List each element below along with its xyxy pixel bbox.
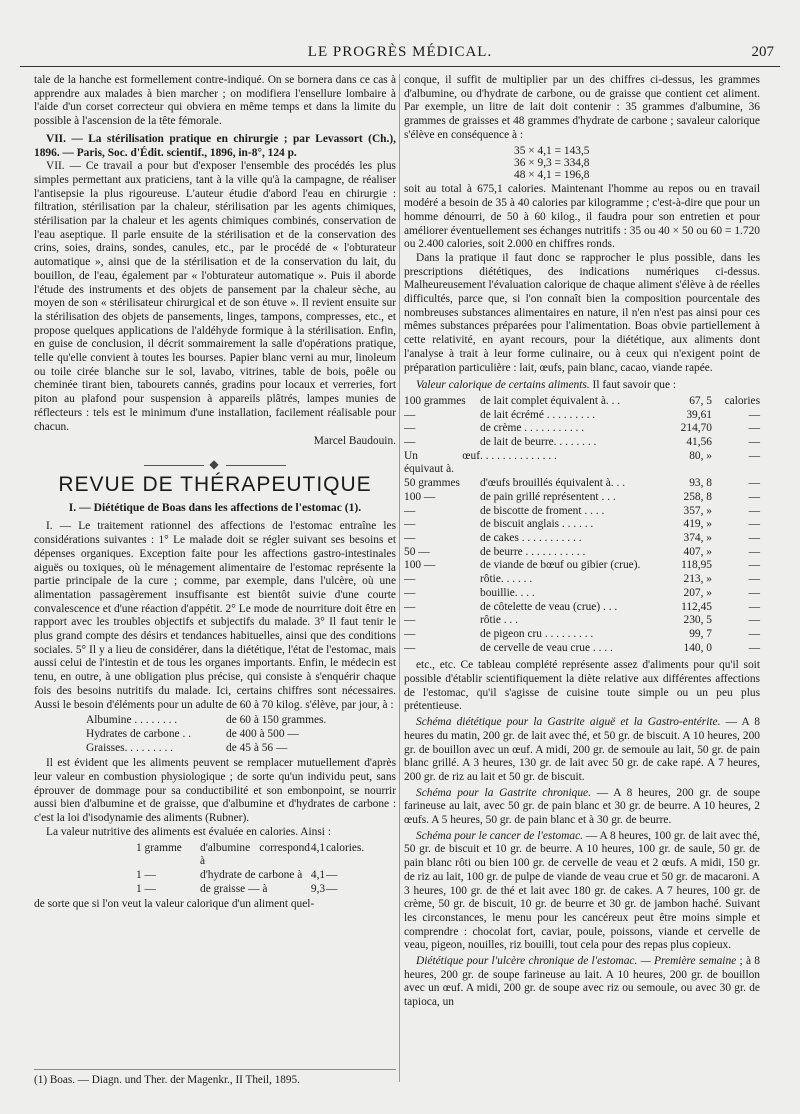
unit-cell: —	[748, 422, 760, 435]
food-cell: de pigeon cru . . . . . . . . .	[480, 627, 594, 640]
paragraph: de sorte que si l'on veut la valeur calorique d'un aliment quel-	[34, 898, 315, 911]
quantity-cell: —	[404, 573, 416, 586]
unit-cell: —	[748, 504, 760, 517]
table-row	[404, 628, 760, 642]
list-item: Albumine . . . . . . . . de 60 à 150 grammes.	[86, 714, 327, 727]
food-cell: de côtelette de veau (crue) . . .	[480, 600, 618, 613]
table-row	[404, 546, 760, 560]
value-cell: 67, 5	[689, 394, 712, 407]
quantity-cell: —	[404, 600, 416, 613]
quantity-cell: 100 —	[404, 559, 436, 572]
equation: 36 × 9,3 = 334,8	[514, 156, 590, 169]
quantity-cell: —	[404, 518, 416, 531]
unit-cell: —	[748, 436, 760, 449]
value-cell: 407, »	[683, 545, 712, 558]
list-item: 1 — de graisse — à 9,3 —	[136, 882, 338, 895]
quantity-cell: —	[404, 627, 416, 640]
diet-schema-cancer: Schéma pour le cancer de l'estomac. — A 8 heures, 100 gr. de lait avec thé, 50 gr. de biscuit et 10 gr. de beurre. A 10 heures, 100 gr. de saule, 50 gr. de pain blanc rôti ou bien 100 gr. de cervelle de veau et 2 œufs. A midi, 150 gr. de riz au lait, 100 gr. de pulpe de viande de veau crue et 50 gr. de macaroni. A 3 heures, 100 gr. de thé et lait avec 180 gr. de cakes. A 7 heures, 100 gr. de crème, 50 gr. de biscuit, 10 gr. de beurre et 30 gr. de jambon haché. Suivant les circonstances, le menu pour les cancéreux peut être moins simple et comprendre : chocolat fort, caviar, poule, poissons, viande et cervelle de veau, pigeon, nouilles, riz bouilli, tout cela pour des repas plus copieux.	[404, 829, 760, 952]
unit-cell: —	[748, 573, 760, 586]
section-title: REVUE DE THÉRAPEUTIQUE	[58, 472, 372, 496]
paragraph: etc., etc. Ce tableau complété représente assez d'aliments pour qu'il soit possible d'établir scientifiquement la diète relative aux différentes affections de l'estomac, qu'il s'agisse de cuisine toute simple ou un peu plus prétentieuse.	[404, 659, 760, 713]
food-cell: rôtie. . . . . .	[480, 573, 533, 586]
value-cell: 374, »	[683, 531, 712, 544]
quantity-cell: 100 —	[404, 490, 436, 503]
unit-cell: —	[748, 627, 760, 640]
unit-cell: —	[748, 408, 760, 421]
value-cell: 112,45	[681, 600, 712, 613]
unit-cell: —	[748, 449, 760, 462]
paragraph: conque, il suffit de multiplier par un des chiffres ci-dessus, les grammes d'albumine, ou d'hydrate de carbone, ou de graisse que contient cet aliment. Par exemple, un litre de lait doit contenir : 35 grammes d'albumine, 36 grammes de graisses et 48 grammes d'hydrate de carbone ; savaleur calorique s'élève en conséquence à :	[404, 74, 760, 141]
quantity-cell: Un œuf équivaut à.	[404, 449, 480, 476]
calorie-calculation	[514, 145, 760, 182]
unit-cell: calories	[724, 394, 760, 407]
paragraph: La valeur nutritive des aliments est évaluée en calories. Ainsi :	[46, 825, 331, 838]
quantity-cell: —	[404, 422, 416, 435]
value-cell: 80, »	[689, 449, 712, 462]
section-ornament: ◆	[34, 458, 396, 472]
unit-cell: —	[748, 559, 760, 572]
food-cell: de biscuit anglais . . . . . .	[480, 518, 594, 531]
article-subheading: I. — Diététique de Boas dans les affections de l'estomac (1).	[68, 501, 362, 515]
running-head	[20, 42, 780, 67]
value-cell: 39,61	[686, 408, 712, 421]
table-row	[404, 532, 760, 546]
paragraph: tale de la hanche est formellement contre-indiqué. On se bornera dans ce cas à apprendre aux malades à bien marcher ; on modifiera l'ensellure lombaire à l'aide d'un corset correcteur qui obviera en même temps et dans la limite du possible à l'ascension de la tête fémorale.	[34, 74, 396, 128]
table-row	[404, 601, 760, 615]
unit-cell: —	[748, 477, 760, 490]
table-row	[404, 491, 760, 505]
paragraph: soit au total à 675,1 calories. Maintenant l'homme au repos ou en travail modéré a besoin de 35 à 40 calories par kilogramme ; c'est-à-dire que pour un homme dénourri, de 50 à 60 kilog., il faudra pour son entretien et pour améliorer éventuellement ses échanges nutritifs : 35 ou 40 × 50 ou 60 = 1.720 ou 2.400 calories, soit 2.000 en chiffres ronds.	[404, 183, 760, 251]
quantity-cell: —	[404, 436, 416, 449]
unit-cell: —	[748, 600, 760, 613]
paragraph: VII. — Ce travail a pour but d'exposer l'ensemble des procédés les plus simples permettant aux praticiens, tant à la ville qu'à la campagne, de réaliser l'antisepsie la plus rigoureuse. L'auteur étudie d'abord l'eau en chirurgie : filtration, stérilisation par la chaleur, stérilisation par les agents chimiques, stérilisation par la chaleur et les agents chimiques combinés, conservation de l'eau aseptique. Il parle ensuite de la stérilisation et de la conservation des crins, soies, drains, sondes, canules, etc., par le procédé de « l'obturateur automatique », ainsi que de la stérilisation et de la conservation du lait, du bouillon, de l'eau, également par « l'obturateur automatique ». Puis il aborde l'étude des instruments et des objets de pansement par la chaleur sèche, au moyen de son « stérilisateur chirurgical et de son étuve ». Il revient ensuite sur la stérilisation des objets de pansements, linges, tampons, compresses, etc., et propose quelques applications de l'aldéhyde formique à la stérilisation. Enfin, en guise de conclusion, il décrit sommairement la salle d'opérations pratique, telle qu'elle convient à toutes les bourses. Papier blanc verni au mur, linoleum ou toile cirée blanche sur le sol, lavabo, vitrines, table de bois, poêle ou cheminée tirant bien, tabourets cannés, gradins pour locaux et verreries, fort piton au plafond pour suspension à appareils plâtrés, lampes munies de réflecteurs : tels est le minimum d'une installation, facilement réalisable pour chacun.	[34, 160, 396, 433]
quantity-cell: 50 grammes	[404, 477, 460, 490]
table-row	[404, 422, 760, 436]
unit-cell: —	[748, 641, 760, 654]
table-row	[404, 518, 760, 532]
food-cell: de pain grillé représentent . . .	[480, 490, 616, 503]
list-item: Graisses. . . . . . . . . de 45 à 56 —	[86, 741, 288, 754]
quantity-cell: —	[404, 531, 416, 544]
value-cell: 419, »	[683, 518, 712, 531]
list-item: Hydrates de carbone . . de 400 à 500 —	[86, 727, 299, 740]
unit-cell: —	[748, 518, 760, 531]
quantity-cell: —	[404, 614, 416, 627]
table-row	[404, 559, 760, 573]
quantity-cell: —	[404, 641, 416, 654]
value-cell: 118,95	[681, 559, 712, 572]
table-row	[404, 395, 760, 409]
table-row	[404, 450, 760, 477]
table-intro: Valeur calorique de certains aliments. Il faut savoir que :	[416, 379, 677, 392]
food-cell: rôtie . . .	[480, 614, 518, 627]
value-cell: 207, »	[683, 586, 712, 599]
journal-title: LE PROGRÈS MÉDICAL.	[307, 44, 493, 60]
food-cell: bouillie. . . .	[480, 586, 535, 599]
food-cell: de lait complet équivalent à. . .	[480, 394, 621, 407]
food-cell: de cervelle de veau crue . . . .	[480, 641, 613, 654]
list-item: 1 — d'hydrate de carbone à 4,1 —	[136, 868, 338, 881]
unit-cell: —	[748, 531, 760, 544]
food-cell: de viande de bœuf ou gibier (crue).	[480, 559, 641, 572]
paragraph: Dans la pratique il faut donc se rapprocher le plus possible, dans les prescriptions diététiques, des indications numériques ci-dessus. Malheureusement l'évaluation calorique de chaque aliment s'élève à de réelles difficultés, parce que, si l'on connaît bien la composition pourcentale des nombreuses substances alimentaires en nature, il n'en n'est pas ainsi pour ces mêmes substances préparées pour l'alimentation. Boas obvie partiellement à cette relativité, en ayant recours, pour la diététique, aux aliments dont l'analyse à trait à leur forme culinaire, ou à ceux qui n'exigent point de préparation particulière : lait, œufs, pain blanc, cacao, viande rapée.	[404, 251, 760, 374]
quantity-cell: —	[404, 586, 416, 599]
food-cell: de lait écrémé . . . . . . . . .	[480, 408, 596, 421]
food-cell: d'œufs brouillés équivalent à. . .	[480, 477, 626, 490]
table-row	[404, 573, 760, 587]
food-cell: . . . . . . . . . . . . . .	[480, 449, 557, 462]
column-rule	[399, 74, 400, 1082]
daily-needs-list	[86, 714, 396, 755]
value-cell: 230, 5	[683, 614, 712, 627]
paragraph: Il est évident que les aliments peuvent se remplacer mutuellement d'après leur valeur en combustion physiologique ; de sorte qu'un individu peut, sans éprouver de dommage pour sa conductibilité et son embonpoint, se nourrir aussi bien d'albumine et de graisse, que d'albumine et d'hydrates de carbone : c'est la loi d'isodynamie des aliments (Rubner).	[34, 757, 396, 825]
table-row	[404, 409, 760, 423]
food-cell: de lait de beurre. . . . . . . .	[480, 436, 597, 449]
value-cell: 99, 7	[689, 627, 712, 640]
food-cell: de biscotte de froment . . . .	[480, 504, 605, 517]
table-row	[404, 505, 760, 519]
equation: 35 × 4,1 = 143,5	[514, 144, 590, 157]
calorie-value-table	[404, 395, 760, 655]
value-cell: 258, 8	[683, 490, 712, 503]
food-cell: de beurre . . . . . . . . . . .	[480, 545, 586, 558]
value-cell: 93, 8	[689, 477, 712, 490]
equation: 48 × 4,1 = 196,8	[514, 169, 590, 182]
review-heading: VII. — La stérilisation pratique en chirurgie ; par Levassort (Ch.), 1896. — Paris, Soc. d'Édit. scientif., 1896, in-8°, 124 p.	[34, 132, 396, 159]
author-signature: Marcel Baudouin.	[313, 435, 396, 448]
value-cell: 213, »	[683, 573, 712, 586]
quantity-cell: 50 —	[404, 545, 430, 558]
calorie-equivalents	[136, 842, 396, 897]
diet-schema-gastritis-chronic: Schéma pour la Gastrite chronique. — A 8 heures, 200 gr. de soupe farineuse au lait, avec 50 gr. de pain blanc et 30 gr. de beurre. A 10 heures, 2 œufs. A 5 heures, 50 gr. de pain blanc et à 30 gr. de beurre.	[404, 786, 761, 827]
table-row	[404, 436, 760, 450]
quantity-cell: 100 grammes	[404, 394, 466, 407]
right-column	[404, 74, 760, 1010]
quantity-cell: —	[404, 408, 416, 421]
unit-cell: —	[748, 490, 760, 503]
left-column	[34, 74, 396, 912]
page-number: 207	[751, 44, 774, 60]
unit-cell: —	[748, 545, 760, 558]
list-item: 1 gramme d'albumine correspond à 4,1 calories.	[136, 841, 365, 868]
value-cell: 140, 0	[683, 641, 712, 654]
diet-schema-gastritis-acute: Schéma diététique pour la Gastrite aiguë et la Gastro-entérite. — A 8 heures du matin, 200 gr. de lait avec thé, et 50 gr. de biscuit. A 10 heures, 200 gr. de bouillon avec un œuf. A midi, 200 gr. de semoule au lait, 50 gr. de pain blanc grillé. A 3 heures, 130 gr. de lait avec 50 gr. de cake rapé. A 7 heures, 200 gr. de riz au lait et 50 gr. de biscuit.	[404, 716, 760, 783]
value-cell: 41,56	[686, 436, 712, 449]
unit-cell: —	[748, 586, 760, 599]
table-row	[404, 477, 760, 491]
food-cell: de crème . . . . . . . . . . .	[480, 422, 585, 435]
value-cell: 357, »	[683, 504, 712, 517]
unit-cell: —	[748, 614, 760, 627]
table-row	[404, 614, 760, 628]
food-cell: de cakes . . . . . . . . . . .	[480, 531, 582, 544]
footnote: (1) Boas. — Diagn. und Ther. der Magenkr., II Theil, 1895.	[34, 1069, 396, 1086]
table-row	[404, 587, 760, 601]
table-row	[404, 642, 760, 656]
paragraph: I. — Le traitement rationnel des affections de l'estomac entraîne les considérations suivantes : 1° Le malade doit se régler suivant ses besoins et dépenses organiques. Exception faite pour les affections gastro-intestinales aiguës ou toxiques, où le ménagement alimentaire de l'estomac représente la partie principale de la cure ; comme, par exemple, dans l'ulcère, où une alimentation passagèrement insuffisante est bientôt suivie d'une courte convalescence et d'une réaction d'appétit. 2° Le mode de nourriture doit être en rapport avec les troubles objectifs et subjectifs du malade. 3° Il faut tenir le plus grand compte des désirs et tendances habituelles, ainsi que des conditions sociales. 5° Il y a lieu de considérer, dans la diététique, l'état de l'estomac, mais aussi celui de l'intestin et de tous les organes importants. Enfin, le médecin est tenu, en outre, à une obligation plus précise, qui consiste à s'enquérir chaque fois des besoins nutritifs du malade. Ici, certains chiffres sont nécessaires. Aussi le besoin d'éléments pour un adulte de 60 à 70 kilog. s'élève, par jour, à :	[34, 520, 396, 711]
value-cell: 214,70	[680, 422, 712, 435]
quantity-cell: —	[404, 504, 416, 517]
diet-schema-ulcer: Diététique pour l'ulcère chronique de l'estomac. — Première semaine ; à 8 heures, 200 gr. de soupe farineuse au lait. A 10 heures, 200 gr. de bouillon avec un œuf. A midi, 200 gr. de soupe avec riz ou semoule, ou avec 30 gr. de tapioca, un	[404, 955, 760, 1009]
